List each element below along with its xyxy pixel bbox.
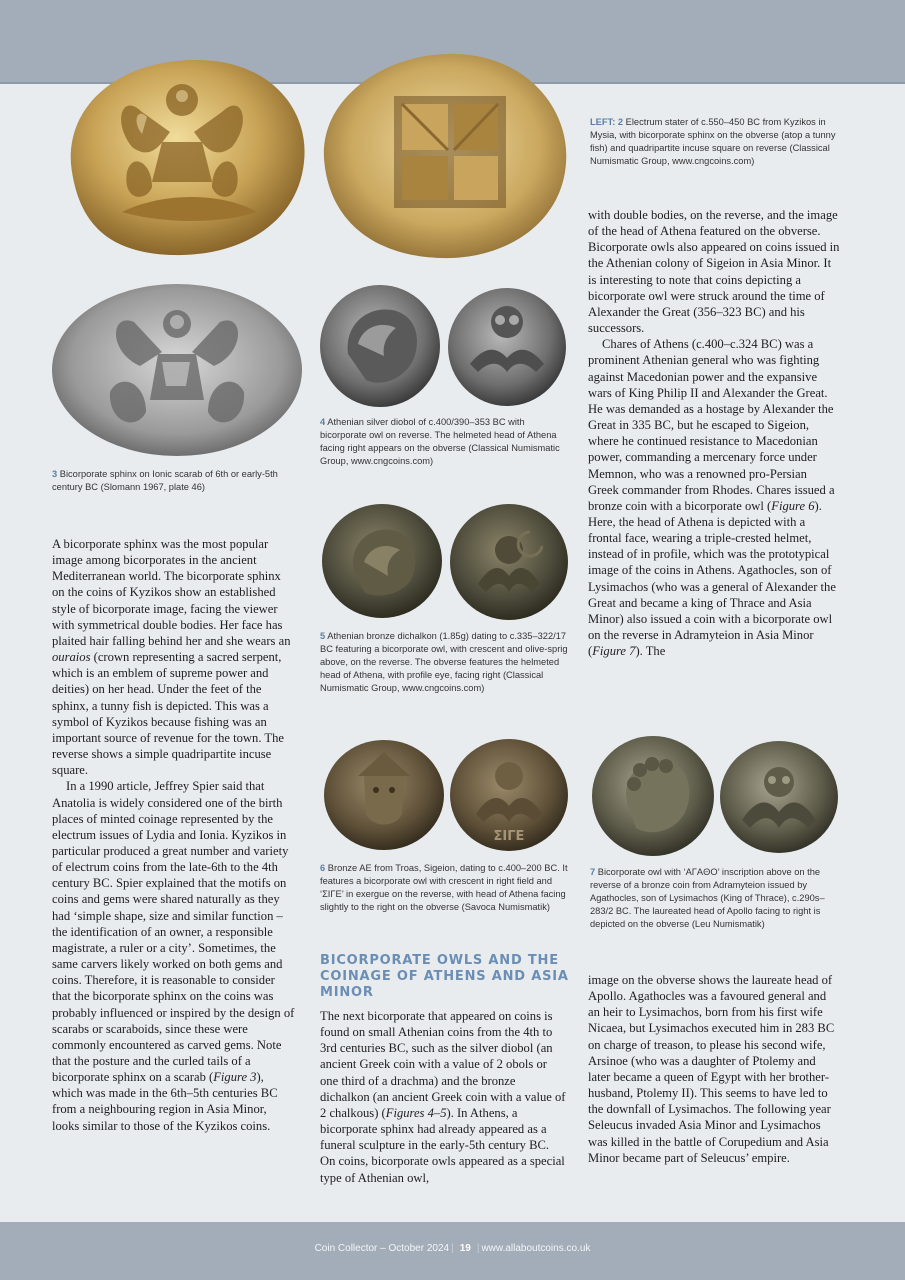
sigeion-obverse-image xyxy=(322,738,446,852)
paragraph-agathocles: image on the obverse shows the laureate head of Apollo. Agathocles was a favoured general and an heir to Lysimachos, born from his first wife Nicaea, but Lysimachos executed him in 283 BC on charge of treason, to please his second wife, Arsinoe (who was a daughter of Ptolemy and later became a queen of Egypt with her brother-husband, Ptolemy II). This seems to have led to the downfall of Lysimachos. The following year Seleucus invaded Asia Minor and Lysimachos was killed in the battle of Corupedium and Asia Minor became part of Seleucus’ empire. xyxy=(588,973,835,1165)
figure-2-caption: LEFT: 2 Electrum stater of c.550–450 BC from Kyzikos in Mysia, with bicorporate sphinx on the obverse (atop a tunny fish) and quadripartite incuse square on reverse (Classical Numismatic Group, www.cngcoins.com) xyxy=(590,117,836,166)
diobol-reverse-image xyxy=(446,286,568,408)
diobol-obverse-image xyxy=(318,284,442,408)
figure-6-caption: 6 Bronze AE from Troas, Sigeion, dating to c.400–200 BC. It features a bicorporate owl with crescent in right field and ‘ΣIΓE’ in exergue on the reverse, with head of Athena facing slightly to the right on the obverse (Savoca Numismatik) xyxy=(320,863,568,912)
figure-7-caption: 7 Bicorporate owl with ‘AΓAΘO’ inscription above on the reverse of a bronze coin from Adramyteion issued by Agathocles, son of Lysimachos (King of Thrace), c.290s–283/2 BC. The laureated head of Apollo facing to right is depicted on the obverse (Leu Numismatik) xyxy=(590,867,825,929)
paragraph-double-bodies: with double bodies, on the reverse, and the image of the head of Athena featured on the obverse. Bicorporate owls also appeared on coins issued in the Athenian colony of Sigeion in Asia Minor. It is interesting to note that coins depicting a bicorporate owl were struck around the time of Alexander the Great (356–323 BC) and his successors. xyxy=(588,208,840,336)
electrum-stater-obverse-image xyxy=(52,52,312,262)
figure-3-caption: 3 Bicorporate sphinx on Ionic scarab of 6th or early-5th century BC (Slomann 1967, plate 46) xyxy=(52,469,278,492)
paragraph-athenian-coins: The next bicorporate that appeared on coins is found on small Athenian coins from the 4th to 3rd centuries BC, such as the silver diobol (an ancient Greek coin with a value of 2 obols or one third of a drachma) and the bronze dichalkon (an ancient Greek coin with a value of 2 chalkous) (Figures 4–5). In Athens, a bicorporate sphinx had already appeared as a funeral sculpture in the early-5th century BC. On coins, bicorporate owls appeared as a special type of Athenian owl, xyxy=(320,1009,566,1185)
column-3-text-lower xyxy=(588,972,840,1166)
page-number: 19 xyxy=(459,1243,471,1254)
column-3-text-upper xyxy=(588,207,840,659)
footer-url[interactable]: www.allaboutcoins.co.uk xyxy=(481,1243,591,1254)
sigeion-reverse-image xyxy=(448,736,570,854)
column-2-text xyxy=(320,1008,566,1186)
adramyteion-obverse-image xyxy=(590,734,716,858)
figure-5-caption: 5 Athenian bronze dichalkon (1.85g) dating to c.335–322/17 BC featuring a bicorporate owl, with crescent and olive-sprig above, on the reverse. The obverse features the helmeted head of Athena, with profile eye, facing right (Classical Numismatic Group, www.cngcoins.com) xyxy=(320,631,568,693)
footer: Coin Collector – October 2024 | 19 | www.allaboutcoins.co.uk xyxy=(0,1222,905,1280)
paragraph-sphinx: A bicorporate sphinx was the most popular image among bicorporates in the ancient Mediterranean world. The bicorporate sphinx on the coins of Kyzikos show an established style of bicorporate image, facing the viewer with symmetrical double bodies. Her face has plaited hair falling behind her and she wears an ouraios (crown representing a sacred serpent, which is an emblem of supreme power and deities) on her head. Under the feet of the sphinx, a tunny fish is depicted. This was a symbol of Kyzikos because fishing was an important source of revenue for the town. The reverse shows a simple quadripartite incuse square. xyxy=(52,537,291,778)
sigeion-inscription-text: ΣIΓE xyxy=(493,829,525,844)
figure-4-caption: 4 Athenian silver diobol of c.400/390–353 BC with bicorporate owl on reverse. The helmeted head of Athena facing right appears on the obverse (Classical Numismatic Group, www.cngcoins.com) xyxy=(320,417,560,466)
paragraph-spier: In a 1990 article, Jeffrey Spier said that Anatolia is widely considered one of the birth places of minted coinage represented by the electrum issues of Lydia and Ionia. Kyzikos in particular produced a great number and variety of electrum coins from the late-6th to the 4th century BC. Spier explained that the motifs on coins and gems were shared naturally as they had ‘simple shape, size and similar function – the identification of an owner, a responsible magistrate, a ruler or a city’. Sometimes, the same carvers likely worked on both gems and coins. Therefore, it is reasonable to consider that the bicorporate sphinx on the coins was probably influenced or inspired by the design of scarabs or scaraboids, since these were commonly encountered as carved gems. Note that the posture and the curled tails of a bicorporate sphinx on a scarab (Figure 3), which was made in the 6th–5th centuries BC from a neighbouring region in Asia Minor, looks similar to those of the Kyzikos coins. xyxy=(52,779,295,1133)
paragraph-chares: Chares of Athens (c.400–c.324 BC) was a prominent Athenian general who was fighting against Macedonian power and the expansive wars of King Philip II and Alexander the Great. He was demanded as a hostage by Alexander the Great in 335 BC, but he escaped to Sigeion, where he continued resistance to Macedonian power, commanding a mercenary force under Memnon, who was a renowned pro-Persian Greek commander from Rhodes. Chares issued a bronze coin with a bicorporate owl (Figure 6). Here, the head of Athena is depicted with a frontal face, wearing a triple-crested helmet, instead of in profile, which was the prototypical image of the coins in Athens. Agathocles, son of Lysimachos (who was a general of Alexander the Great and became a king of Thrace and Asia Minor) also issued a coin with a bicorporate owl on the reverse in Adramyteion in Asia Minor (Figure 7). The xyxy=(588,337,836,659)
adramyteion-reverse-image xyxy=(718,738,840,856)
footer-magazine: Coin Collector – October 2024 xyxy=(314,1243,450,1254)
dichalkon-obverse-image xyxy=(320,502,444,620)
section-heading: BICORPORATE OWLS AND THE COINAGE OF ATHENS AND ASIA MINOR xyxy=(320,953,569,1000)
column-1-text xyxy=(52,536,296,1134)
electrum-stater-reverse-image xyxy=(316,48,572,262)
dichalkon-reverse-image xyxy=(448,502,570,622)
sphinx-scarab-image xyxy=(50,282,304,458)
